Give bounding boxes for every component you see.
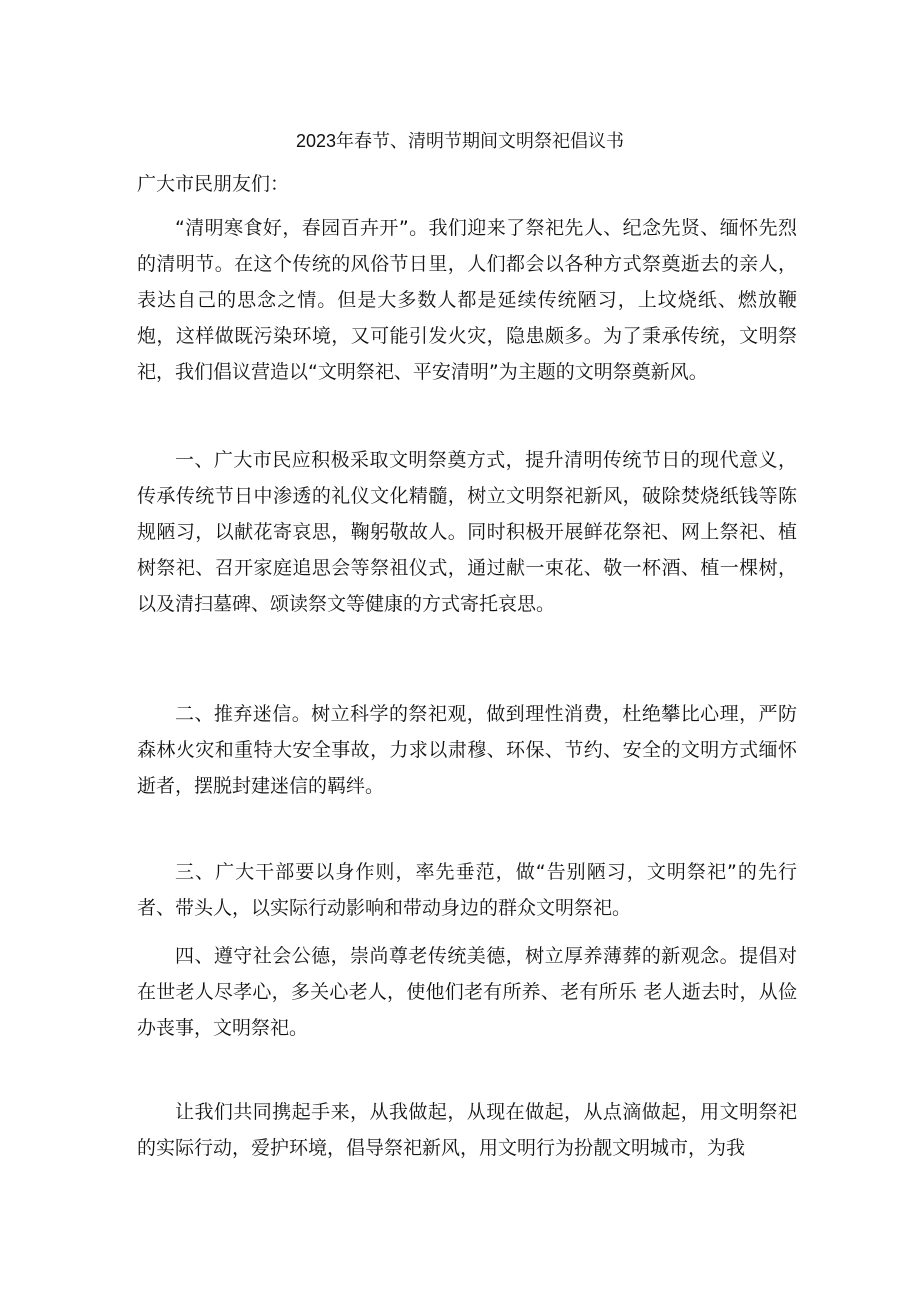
- greeting: 广大市民朋友们：: [137, 173, 290, 195]
- document-title: 2023年春节、清明节期间文明祭祀倡议书: [295, 131, 625, 151]
- paragraph-intro: “清明寒食好，春园百卉开”。我们迎来了祭祀先人、纪念先贤、缅怀先烈的清明节。在这个传统的风俗节日里，人们都会以各种方式祭奠逝去的亲人，表达自己的思念之情。但是大多数人都是延续传统陋习，上坟烧纸、燃放鞭炮，这样做既污染环境，又可能引发火灾，隐患颇多。为了秉承传统，文明祭祀，我们倡议营造以“文明祭祀、平安清明”为主题的文明祭奠新风。: [137, 217, 797, 383]
- paragraph-item-4: 四、遵守社会公德，崇尚尊老传统美德，树立厚养薄葬的新观念。提倡对在世老人尽孝心，多关心老人，使他们老有所养、老有所乐 老人逝去时，从俭办丧事，文明祭祀。: [137, 945, 797, 1039]
- paragraph-item-2: 二、推弃迷信。树立科学的祭祀观，做到理性消费，杜绝攀比心理，严防森林火灾和重特大安全事故，力求以肃穆、环保、节约、安全的文明方式缅怀逝者，摆脱封建迷信的羁绊。: [137, 703, 797, 797]
- paragraph-closing: 让我们共同携起手来，从我做起，从现在做起，从点滴做起，用文明祭祀的实际行动，爱护环境，倡导祭祀新风，用文明行为扮靓文明城市，为我: [137, 1101, 797, 1159]
- paragraph-item-1: 一、广大市民应积极采取文明祭奠方式，提升清明传统节日的现代意义，传承传统节日中渗透的礼仪文化精髓，树立文明祭祀新风，破除焚烧纸钱等陈规陋习，以献花寄哀思，鞠躬敬故人。同时积极开展鲜花祭祀、网上祭祀、植树祭祀、召开家庭追思会等祭祖仪式，通过献一束花、敬一杯酒、植一棵树，以及清扫墓碑、颂读祭文等健康的方式寄托哀思。: [137, 449, 797, 615]
- paragraph-item-3: 三、广大干部要以身作则，率先垂范，做“告别陋习，文明祭祀”的先行者、带头人，以实际行动影响和带动身边的群众文明祭祀。: [137, 861, 797, 919]
